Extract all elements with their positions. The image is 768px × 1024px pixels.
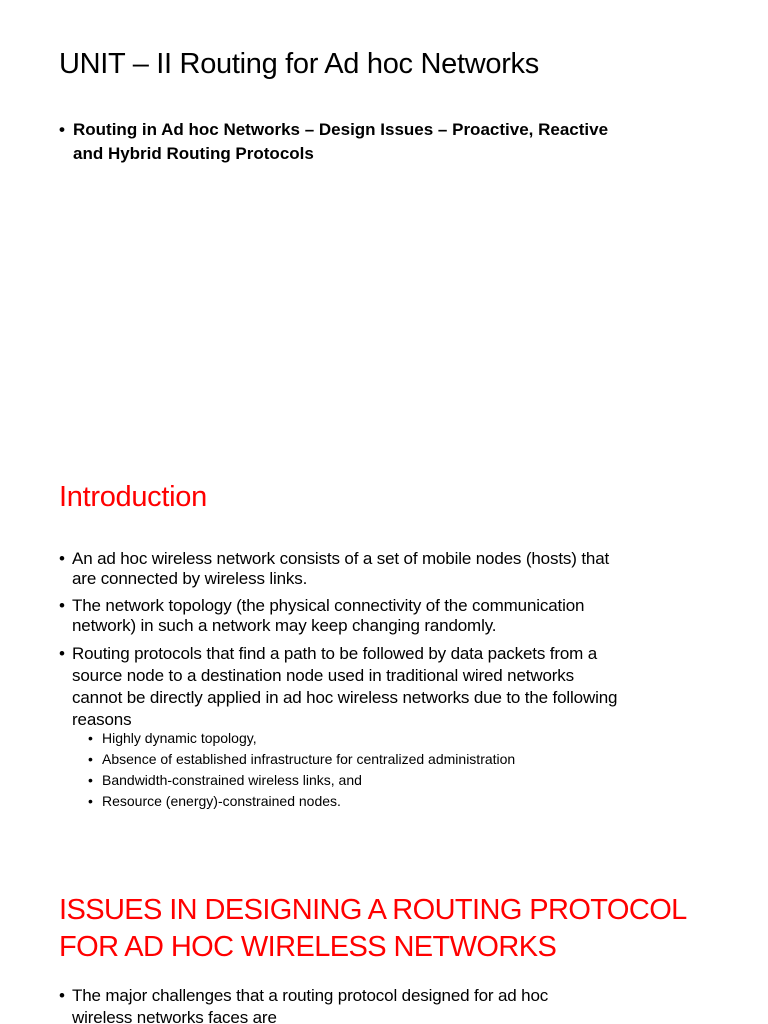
list-item [59,118,608,166]
bullet-text-line: Routing in Ad hoc Networks – Design Issues – Proactive, Reactive [73,120,609,139]
bullet-text-line: source node to a destination node used in traditional wired networks [72,666,575,685]
bullet-text-line: Routing protocols that find a path to be followed by data packets from a [72,644,598,663]
bullet-text-line: reasons [72,710,132,729]
slide-title-line: ISSUES IN DESIGNING A ROUTING PROTOCOL [59,894,687,926]
slide-title: UNIT – II Routing for Ad hoc Networks [59,48,539,80]
slide-title: Introduction [59,481,207,513]
sub-list-item: • Absence of established infrastructure for centralized administration [88,749,515,770]
bullet-list [59,985,548,1024]
slide-title-line: FOR AD HOC WIRELESS NETWORKS [59,931,557,963]
list-item [59,985,548,1024]
list-item [59,549,617,589]
sub-list-item: • Resource (energy)-constrained nodes. [88,791,515,812]
bullet-list [59,118,608,166]
bullet-text-line: wireless networks faces are [72,1008,277,1024]
bullet-text-line: cannot be directly applied in ad hoc wireless networks due to the following [72,688,618,707]
bullet-text-line: network) in such a network may keep changing randomly. [72,616,497,635]
list-item [59,596,617,636]
bullet-text-line: An ad hoc wireless network consists of a set of mobile nodes (hosts) that [72,549,610,568]
bullet-text-line: and Hybrid Routing Protocols [73,144,314,163]
sub-bullet-list [88,728,515,812]
bullet-list [59,549,617,731]
list-item [59,643,617,731]
bullet-text-line: The network topology (the physical connectivity of the communication [72,596,585,615]
sub-list-item: • Highly dynamic topology, [88,728,515,749]
sub-list-item: • Bandwidth-constrained wireless links, and [88,770,515,791]
bullet-text-line: are connected by wireless links. [72,569,308,588]
bullet-text-line: The major challenges that a routing protocol designed for ad hoc [72,986,549,1005]
slide-title [59,892,687,966]
